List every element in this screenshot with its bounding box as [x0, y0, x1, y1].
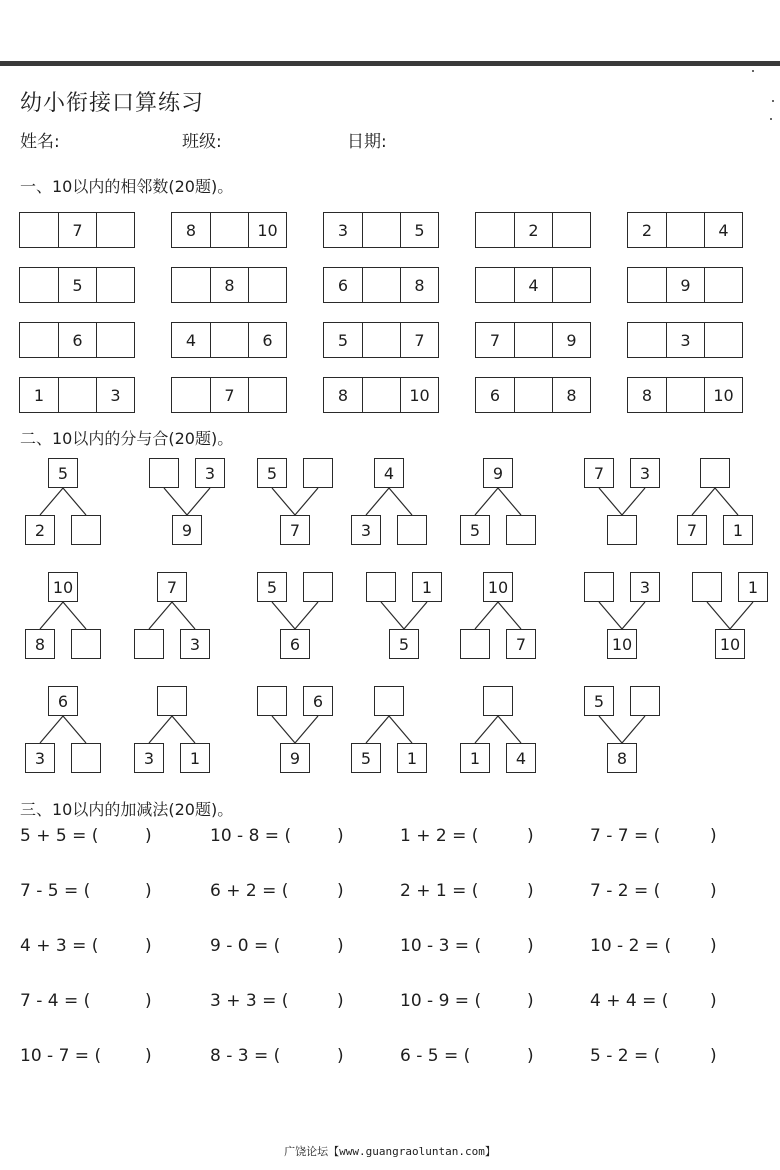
bond-line [730, 602, 753, 629]
equation-answer-blank[interactable] [680, 826, 710, 848]
bond-line [40, 488, 63, 515]
number-box: 5 [460, 515, 490, 545]
answer-cell[interactable] [704, 268, 742, 302]
answer-box[interactable] [303, 458, 333, 488]
bond-line [149, 716, 172, 743]
answer-cell[interactable] [514, 378, 552, 412]
equation-answer-blank[interactable] [300, 1046, 337, 1068]
date-label: 日期: [347, 132, 387, 152]
equation-close-paren: ) [337, 826, 344, 846]
equation-close-paren: ) [527, 826, 534, 846]
equation-close-paren: ) [527, 991, 534, 1011]
neighbor-box-row [171, 377, 287, 413]
equation-close-paren: ) [337, 1046, 344, 1066]
number-box: 6 [48, 686, 78, 716]
equation-close-paren: ) [710, 991, 717, 1011]
number-cell: 4 [185, 330, 197, 350]
bond-line [164, 488, 187, 515]
equation-prompt: 10 - 8 = ( [210, 826, 292, 846]
answer-box[interactable] [700, 458, 730, 488]
equation-answer-blank[interactable] [680, 991, 710, 1013]
answer-box[interactable] [149, 458, 179, 488]
equation-close-paren: ) [145, 936, 152, 956]
number-cell: 8 [400, 268, 438, 302]
bond-line [622, 488, 645, 515]
equation-prompt: 7 - 7 = ( [590, 826, 661, 846]
answer-cell[interactable] [172, 378, 210, 412]
equation-answer-blank[interactable] [110, 991, 145, 1013]
number-cell: 5 [337, 330, 349, 350]
bond-line [366, 716, 389, 743]
equation-close-paren: ) [527, 881, 534, 901]
equation-answer-blank[interactable] [680, 936, 710, 958]
number-box: 8 [25, 629, 55, 659]
bond-line [366, 488, 389, 515]
equation-answer-blank[interactable] [490, 826, 527, 848]
answer-cell[interactable] [96, 323, 134, 357]
equation-answer-blank[interactable] [110, 826, 145, 848]
equation-prompt: 6 - 5 = ( [400, 1046, 471, 1066]
answer-cell[interactable] [514, 323, 552, 357]
equation-prompt: 1 + 2 = ( [400, 826, 479, 846]
answer-cell[interactable] [628, 268, 666, 302]
bond-line [272, 488, 295, 515]
answer-box[interactable] [303, 572, 333, 602]
neighbor-box-row [19, 377, 135, 413]
bond-line [599, 488, 622, 515]
bond-line [692, 488, 715, 515]
equation-close-paren: ) [710, 936, 717, 956]
equation-answer-blank[interactable] [490, 936, 527, 958]
number-box: 7 [506, 629, 536, 659]
scan-speck [752, 70, 754, 72]
answer-cell[interactable] [628, 323, 666, 357]
scan-speck [770, 118, 772, 120]
equation-prompt: 3 + 3 = ( [210, 991, 289, 1011]
answer-box[interactable] [71, 629, 101, 659]
neighbor-box-row [323, 322, 439, 358]
bond-line [475, 602, 498, 629]
number-cell: 7 [58, 213, 96, 247]
number-box: 1 [397, 743, 427, 773]
equation-close-paren: ) [145, 826, 152, 846]
answer-cell[interactable] [210, 323, 248, 357]
number-cell: 6 [337, 275, 349, 295]
equation-prompt: 10 - 7 = ( [20, 1046, 102, 1066]
answer-box[interactable] [607, 515, 637, 545]
neighbor-box-row [323, 377, 439, 413]
answer-box[interactable] [584, 572, 614, 602]
section-bonds-title: 二、10以内的分与合(20题)。 [20, 429, 234, 448]
equation-answer-blank[interactable] [110, 1046, 145, 1068]
neighbor-box-row [323, 267, 439, 303]
number-cell: 9 [552, 323, 590, 357]
number-box: 9 [280, 743, 310, 773]
equation-answer-blank[interactable] [300, 881, 337, 903]
equation-prompt: 8 - 3 = ( [210, 1046, 281, 1066]
answer-cell[interactable] [476, 213, 514, 247]
number-box: 3 [195, 458, 225, 488]
top-rule [0, 61, 780, 66]
number-box: 7 [280, 515, 310, 545]
neighbor-box-row [171, 267, 287, 303]
neighbor-box-row [627, 212, 743, 248]
equation-answer-blank[interactable] [110, 881, 145, 903]
number-box: 1 [412, 572, 442, 602]
answer-cell[interactable] [20, 323, 58, 357]
number-cell: 8 [552, 378, 590, 412]
number-box: 1 [738, 572, 768, 602]
answer-box[interactable] [366, 572, 396, 602]
equation-close-paren: ) [710, 881, 717, 901]
equation-prompt: 10 - 2 = ( [590, 936, 672, 956]
neighbor-box-row [323, 212, 439, 248]
answer-cell[interactable] [362, 268, 400, 302]
number-box: 9 [483, 458, 513, 488]
answer-cell[interactable] [362, 323, 400, 357]
bond-line [40, 602, 63, 629]
number-cell: 5 [400, 213, 438, 247]
answer-box[interactable] [257, 686, 287, 716]
equation-close-paren: ) [337, 881, 344, 901]
bond-line [172, 716, 195, 743]
number-cell: 4 [704, 213, 742, 247]
number-cell: 10 [704, 378, 742, 412]
bond-line [622, 716, 645, 743]
bond-line [272, 602, 295, 629]
answer-cell[interactable] [552, 213, 590, 247]
equation-prompt: 5 - 2 = ( [590, 1046, 661, 1066]
equation-close-paren: ) [145, 881, 152, 901]
bond-line [389, 716, 412, 743]
answer-box[interactable] [483, 686, 513, 716]
number-box: 10 [715, 629, 745, 659]
number-box: 7 [584, 458, 614, 488]
answer-cell[interactable] [20, 213, 58, 247]
equation-close-paren: ) [337, 936, 344, 956]
answer-cell[interactable] [96, 213, 134, 247]
bond-line [63, 602, 86, 629]
equation-prompt: 6 + 2 = ( [210, 881, 289, 901]
neighbor-box-row [475, 267, 591, 303]
bond-line [381, 602, 404, 629]
number-cell: 3 [337, 220, 349, 240]
answer-cell[interactable] [96, 268, 134, 302]
number-cell: 8 [641, 385, 653, 405]
bond-line [498, 602, 521, 629]
number-box: 3 [25, 743, 55, 773]
answer-cell[interactable] [666, 213, 704, 247]
number-cell: 5 [58, 268, 96, 302]
equation-prompt: 10 - 9 = ( [400, 991, 482, 1011]
number-box: 5 [257, 572, 287, 602]
number-box: 6 [303, 686, 333, 716]
equation-prompt: 10 - 3 = ( [400, 936, 482, 956]
bond-line [475, 488, 498, 515]
neighbor-box-row [19, 267, 135, 303]
bond-line [622, 602, 645, 629]
page-title: 幼小衔接口算练习 [20, 91, 205, 116]
answer-cell[interactable] [248, 268, 286, 302]
number-box: 10 [48, 572, 78, 602]
number-box: 3 [351, 515, 381, 545]
answer-cell[interactable] [20, 268, 58, 302]
answer-cell[interactable] [172, 268, 210, 302]
neighbor-box-row [627, 267, 743, 303]
equation-close-paren: ) [710, 826, 717, 846]
number-box: 9 [172, 515, 202, 545]
number-box: 8 [607, 743, 637, 773]
answer-cell[interactable] [248, 378, 286, 412]
neighbor-box-row [19, 322, 135, 358]
equation-answer-blank[interactable] [490, 881, 527, 903]
neighbor-box-row [171, 322, 287, 358]
equation-answer-blank[interactable] [680, 1046, 710, 1068]
bond-line [498, 716, 521, 743]
equation-close-paren: ) [145, 1046, 152, 1066]
number-box: 5 [389, 629, 419, 659]
number-box: 5 [584, 686, 614, 716]
neighbor-box-row [627, 322, 743, 358]
bond-line [599, 716, 622, 743]
answer-box[interactable] [692, 572, 722, 602]
equation-answer-blank[interactable] [300, 826, 337, 848]
equation-close-paren: ) [337, 991, 344, 1011]
bond-line [187, 488, 210, 515]
name-label: 姓名: [20, 132, 60, 152]
number-box: 10 [607, 629, 637, 659]
number-box: 4 [374, 458, 404, 488]
bond-line [63, 716, 86, 743]
number-cell: 10 [248, 213, 286, 247]
bond-line [172, 602, 195, 629]
bond-line [295, 602, 318, 629]
number-box: 7 [677, 515, 707, 545]
equation-close-paren: ) [710, 1046, 717, 1066]
number-box: 10 [483, 572, 513, 602]
equation-prompt: 5 + 5 = ( [20, 826, 99, 846]
answer-box[interactable] [71, 515, 101, 545]
number-box: 5 [351, 743, 381, 773]
answer-box[interactable] [397, 515, 427, 545]
equation-answer-blank[interactable] [490, 1046, 527, 1068]
number-cell: 2 [514, 213, 552, 247]
number-box: 6 [280, 629, 310, 659]
neighbor-box-row [475, 322, 591, 358]
equation-answer-blank[interactable] [300, 936, 337, 958]
number-box: 1 [460, 743, 490, 773]
class-label: 班级: [182, 132, 222, 152]
number-box: 5 [48, 458, 78, 488]
answer-cell[interactable] [58, 378, 96, 412]
number-cell: 7 [400, 323, 438, 357]
number-box: 4 [506, 743, 536, 773]
neighbor-box-row [475, 377, 591, 413]
answer-cell[interactable] [704, 323, 742, 357]
answer-box[interactable] [157, 686, 187, 716]
number-cell: 6 [248, 323, 286, 357]
answer-cell[interactable] [666, 378, 704, 412]
bond-line [599, 602, 622, 629]
number-cell: 10 [400, 378, 438, 412]
number-box: 5 [257, 458, 287, 488]
bond-line [498, 488, 521, 515]
number-box: 7 [157, 572, 187, 602]
equation-close-paren: ) [527, 1046, 534, 1066]
answer-cell[interactable] [476, 268, 514, 302]
number-box: 3 [134, 743, 164, 773]
bond-line [63, 488, 86, 515]
bond-line [404, 602, 427, 629]
neighbor-box-row [475, 212, 591, 248]
section-neighbors-title: 一、10以内的相邻数(20题)。 [20, 177, 234, 196]
bond-line [149, 602, 172, 629]
bond-line [40, 716, 63, 743]
answer-box[interactable] [71, 743, 101, 773]
number-box: 3 [180, 629, 210, 659]
number-box: 1 [180, 743, 210, 773]
number-cell: 7 [489, 330, 501, 350]
answer-box[interactable] [374, 686, 404, 716]
answer-cell[interactable] [552, 268, 590, 302]
footer-source: 广饶论坛【www.guangraoluntan.com】 [284, 1145, 496, 1158]
number-cell: 3 [666, 323, 704, 357]
bond-line [707, 602, 730, 629]
equation-close-paren: ) [145, 991, 152, 1011]
equation-prompt: 7 - 2 = ( [590, 881, 661, 901]
neighbor-box-row [19, 212, 135, 248]
answer-cell[interactable] [362, 378, 400, 412]
number-cell: 2 [641, 220, 653, 240]
number-box: 3 [630, 572, 660, 602]
equation-answer-blank[interactable] [490, 991, 527, 1013]
neighbor-box-row [171, 212, 287, 248]
number-cell: 9 [666, 268, 704, 302]
bond-line [389, 488, 412, 515]
number-cell: 1 [33, 385, 45, 405]
neighbor-box-row [627, 377, 743, 413]
number-cell: 4 [514, 268, 552, 302]
equation-answer-blank[interactable] [110, 936, 145, 958]
number-box: 2 [25, 515, 55, 545]
number-cell: 8 [337, 385, 349, 405]
bond-line [272, 716, 295, 743]
answer-box[interactable] [506, 515, 536, 545]
equation-prompt: 7 - 4 = ( [20, 991, 91, 1011]
answer-box[interactable] [460, 629, 490, 659]
number-cell: 3 [96, 378, 134, 412]
equation-prompt: 4 + 3 = ( [20, 936, 99, 956]
equation-prompt: 7 - 5 = ( [20, 881, 91, 901]
number-box: 3 [630, 458, 660, 488]
number-cell: 8 [185, 220, 197, 240]
equation-answer-blank[interactable] [300, 991, 337, 1013]
number-cell: 6 [489, 385, 501, 405]
number-cell: 7 [210, 378, 248, 412]
bond-line [475, 716, 498, 743]
equation-prompt: 2 + 1 = ( [400, 881, 479, 901]
equation-prompt: 9 - 0 = ( [210, 936, 281, 956]
bond-line [295, 488, 318, 515]
bond-line [715, 488, 738, 515]
answer-box[interactable] [134, 629, 164, 659]
number-cell: 8 [210, 268, 248, 302]
answer-box[interactable] [630, 686, 660, 716]
answer-cell[interactable] [210, 213, 248, 247]
equation-answer-blank[interactable] [680, 881, 710, 903]
equation-prompt: 4 + 4 = ( [590, 991, 669, 1011]
number-cell: 6 [58, 323, 96, 357]
answer-cell[interactable] [362, 213, 400, 247]
equation-close-paren: ) [527, 936, 534, 956]
section-arithmetic-title: 三、10以内的加减法(20题)。 [20, 800, 234, 819]
bond-line [295, 716, 318, 743]
scan-speck [772, 100, 774, 102]
number-box: 1 [723, 515, 753, 545]
